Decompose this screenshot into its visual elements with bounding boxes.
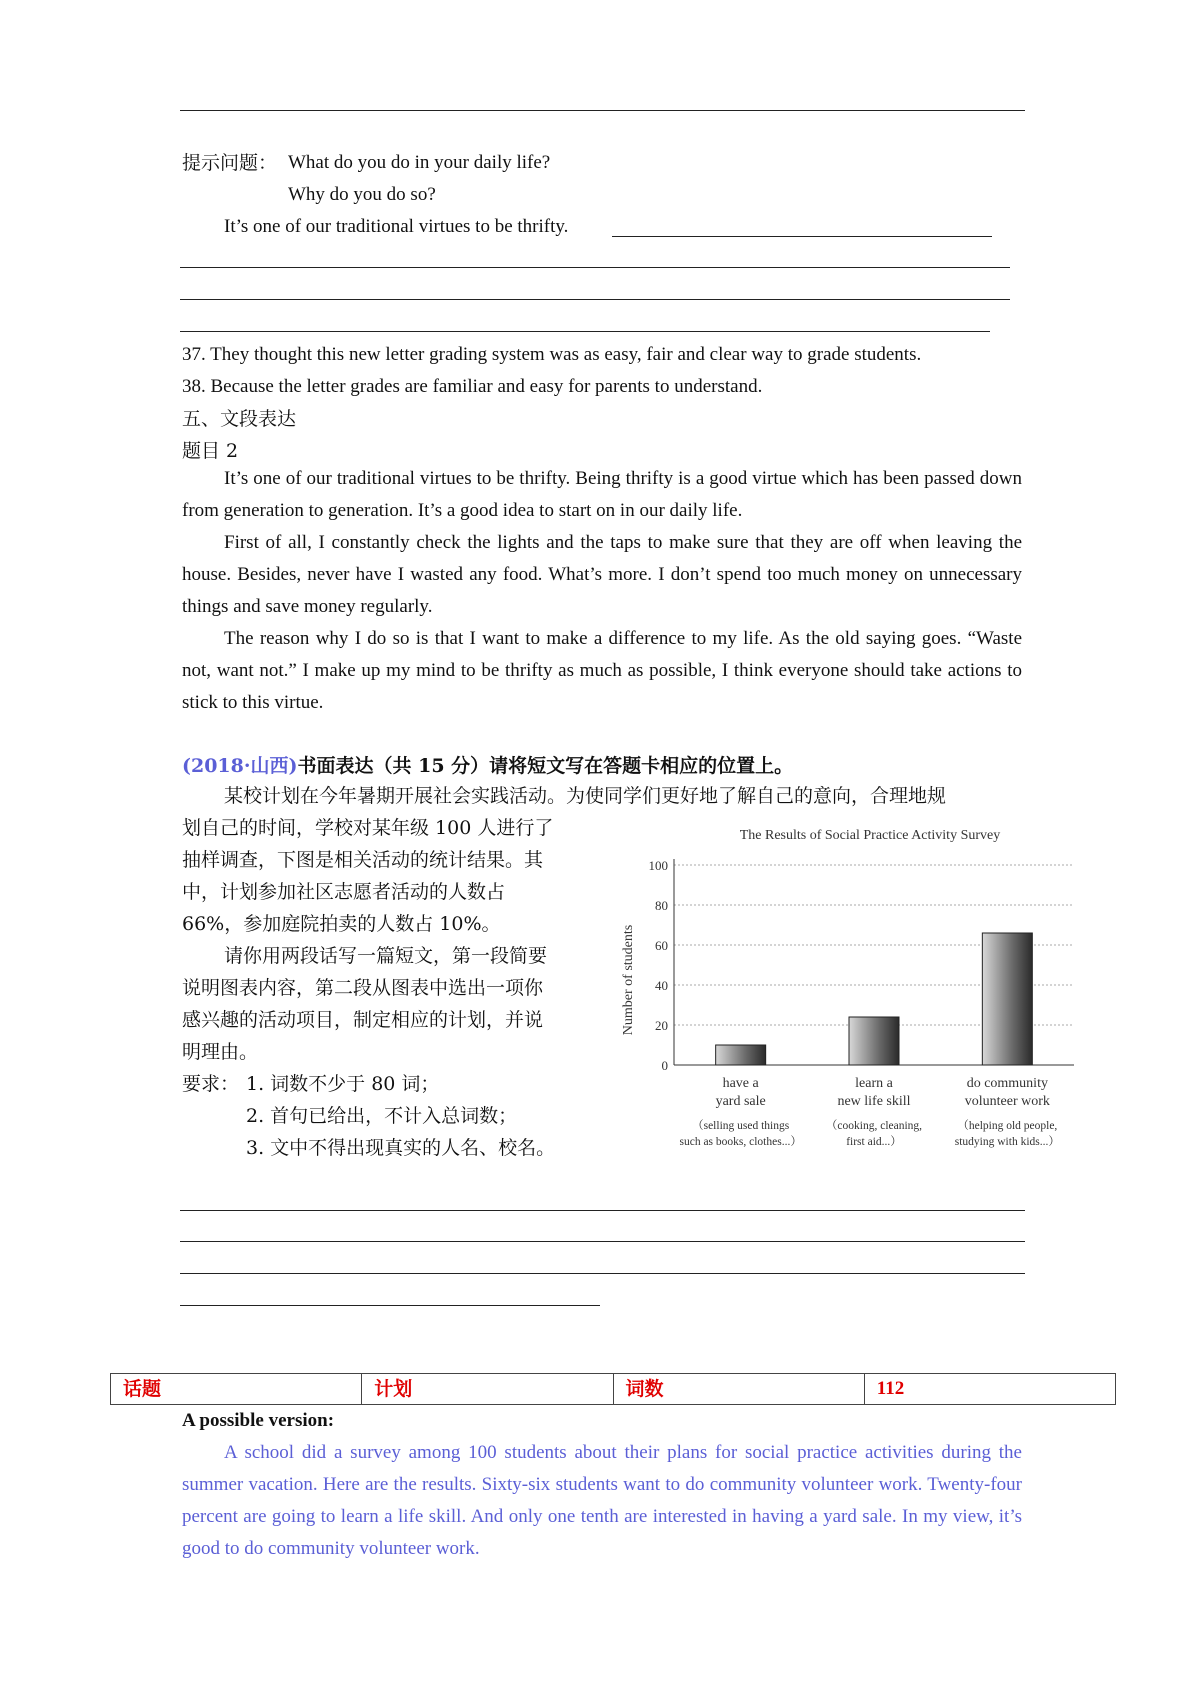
x-category-label: do community (966, 1076, 1048, 1091)
answer-37: 37. They thought this new letter grading system was as easy, fair and clear way to grade students. (182, 344, 922, 365)
x-category-label: volunteer work (964, 1094, 1050, 1109)
topic-label: 题目 2 (182, 440, 239, 462)
requirement-1: 1. 词数不少于 80 词； (246, 1073, 440, 1095)
answer-line[interactable] (180, 1273, 1025, 1274)
requirement-3: 3. 文中不得出现真实的人名、校名。 (246, 1137, 556, 1159)
hint-question-2: Why do you do so? (288, 184, 436, 205)
bar-1 (716, 1045, 766, 1065)
task-intro-first: 某校计划在今年暑期开展社会实践活动。为使同学们更好地了解自己的意向，合理地规 (224, 785, 947, 807)
answer-line[interactable] (180, 331, 990, 332)
starter-sentence: It’s one of our traditional virtues to be thrifty. (224, 216, 569, 237)
task-instruction-line-1: 请你用两段话写一篇短文，第一段简要 (224, 945, 548, 967)
top-rule (180, 110, 1025, 111)
task-intro-line-2: 抽样调查，下图是相关活动的统计结果。其 (182, 849, 544, 871)
task-heading: (2018·山西)书面表达（共 15 分）请将短文写在答题卡相应的位置上。 (182, 755, 794, 777)
task-source: (2018·山西) (182, 755, 298, 777)
task-intro-line-4: 66%，参加庭院拍卖的人数占 10%。 (182, 913, 501, 935)
survey-bar-chart (612, 815, 1082, 1155)
y-axis-label: Number of students (621, 924, 636, 1036)
x-category-note: （selling used things (692, 1120, 790, 1132)
y-tick-label: 100 (648, 858, 668, 873)
x-category-note: studying with kids...） (954, 1136, 1060, 1148)
version-text: A school did a survey among 100 students about their plans for social practice activities during the summer vacation. Here are the results. Sixty-six students want to do community volunteer work. Twenty-four percent are going to learn a life skill. And only one tenth are interested in having a yard sale. In my view, it’s good to do community volunteer work. (182, 1442, 1022, 1559)
essay-paragraph-2: First of all, I constantly check the lights and the taps to make sure that they are off when leaving the house. Besides, never have I wasted any food. What’s more. I don’t spend too much money on unnecessary things and save money regularly. (182, 532, 1022, 617)
requirement-2: 2. 首句已给出，不计入总词数； (246, 1105, 518, 1127)
task-intro-line-3: 中，计划参加社区志愿者活动的人数占 (182, 881, 506, 903)
y-tick-label: 60 (655, 938, 668, 953)
x-category-label: new life skill (837, 1094, 911, 1109)
task-instruction-line-4: 明理由。 (182, 1041, 259, 1063)
answer-line[interactable] (180, 267, 1010, 268)
answer-line[interactable] (180, 1305, 600, 1306)
version-label: A possible version: (182, 1410, 335, 1431)
answer-line[interactable] (180, 1241, 1025, 1242)
essay-paragraph-1: It’s one of our traditional virtues to be thrifty. Being thrifty is a good virtue which has been passed down from generation to generation. It’s a good idea to start on in our daily life. (182, 468, 1022, 521)
y-tick-label: 80 (655, 898, 668, 913)
essay-paragraph-3: The reason why I do so is that I want to make a difference to my life. As the old saying goes. “Waste not, want not.” I make up my mind to be thrifty as much as possible, I think everyone should take actions to stick to this virtue. (182, 628, 1022, 713)
x-category-note: first aid...） (846, 1136, 902, 1148)
requirements-label: 要求： (182, 1073, 240, 1095)
answer-line[interactable] (180, 299, 1010, 300)
essay (182, 463, 1022, 719)
x-category-note: （cooking, cleaning, (825, 1120, 923, 1132)
answer-line[interactable] (612, 236, 992, 237)
x-category-note: such as books, clothes...） (679, 1136, 802, 1148)
x-category-label: learn a (855, 1076, 893, 1091)
task-intro-line-1: 划自己的时间，学校对某年级 100 人进行了 (182, 817, 554, 839)
task-instruction-line-2: 说明图表内容，第二段从图表中选出一项你 (182, 977, 544, 999)
chart-title: The Results of Social Practice Activity Survey (739, 828, 1001, 843)
bar-2 (849, 1017, 899, 1065)
hint-question-1: What do you do in your daily life? (288, 152, 551, 173)
score-cell-topic: 话题 (111, 1374, 362, 1404)
y-tick-label: 20 (655, 1018, 668, 1033)
score-cell-wordcount: 词数 (614, 1374, 865, 1404)
score-cell-value: 112 (876, 1378, 905, 1399)
score-table (110, 1373, 1116, 1405)
hint-label: 提示问题： (182, 152, 278, 174)
bar-3 (982, 933, 1032, 1065)
x-category-note: （helping old people, (957, 1120, 1058, 1132)
x-category-label: have a (722, 1076, 759, 1091)
answer-38: 38. Because the letter grades are familiar and easy for parents to understand. (182, 376, 763, 397)
y-tick-label: 40 (655, 978, 668, 993)
section-heading: 五、文段表达 (182, 408, 297, 430)
task-instruction-line-3: 感兴趣的活动项目，制定相应的计划，并说 (182, 1009, 544, 1031)
y-tick-label: 0 (661, 1058, 668, 1073)
answer-line[interactable] (180, 1210, 1025, 1211)
score-cell-plan: 计划 (362, 1374, 613, 1404)
x-category-label: yard sale (715, 1094, 766, 1109)
